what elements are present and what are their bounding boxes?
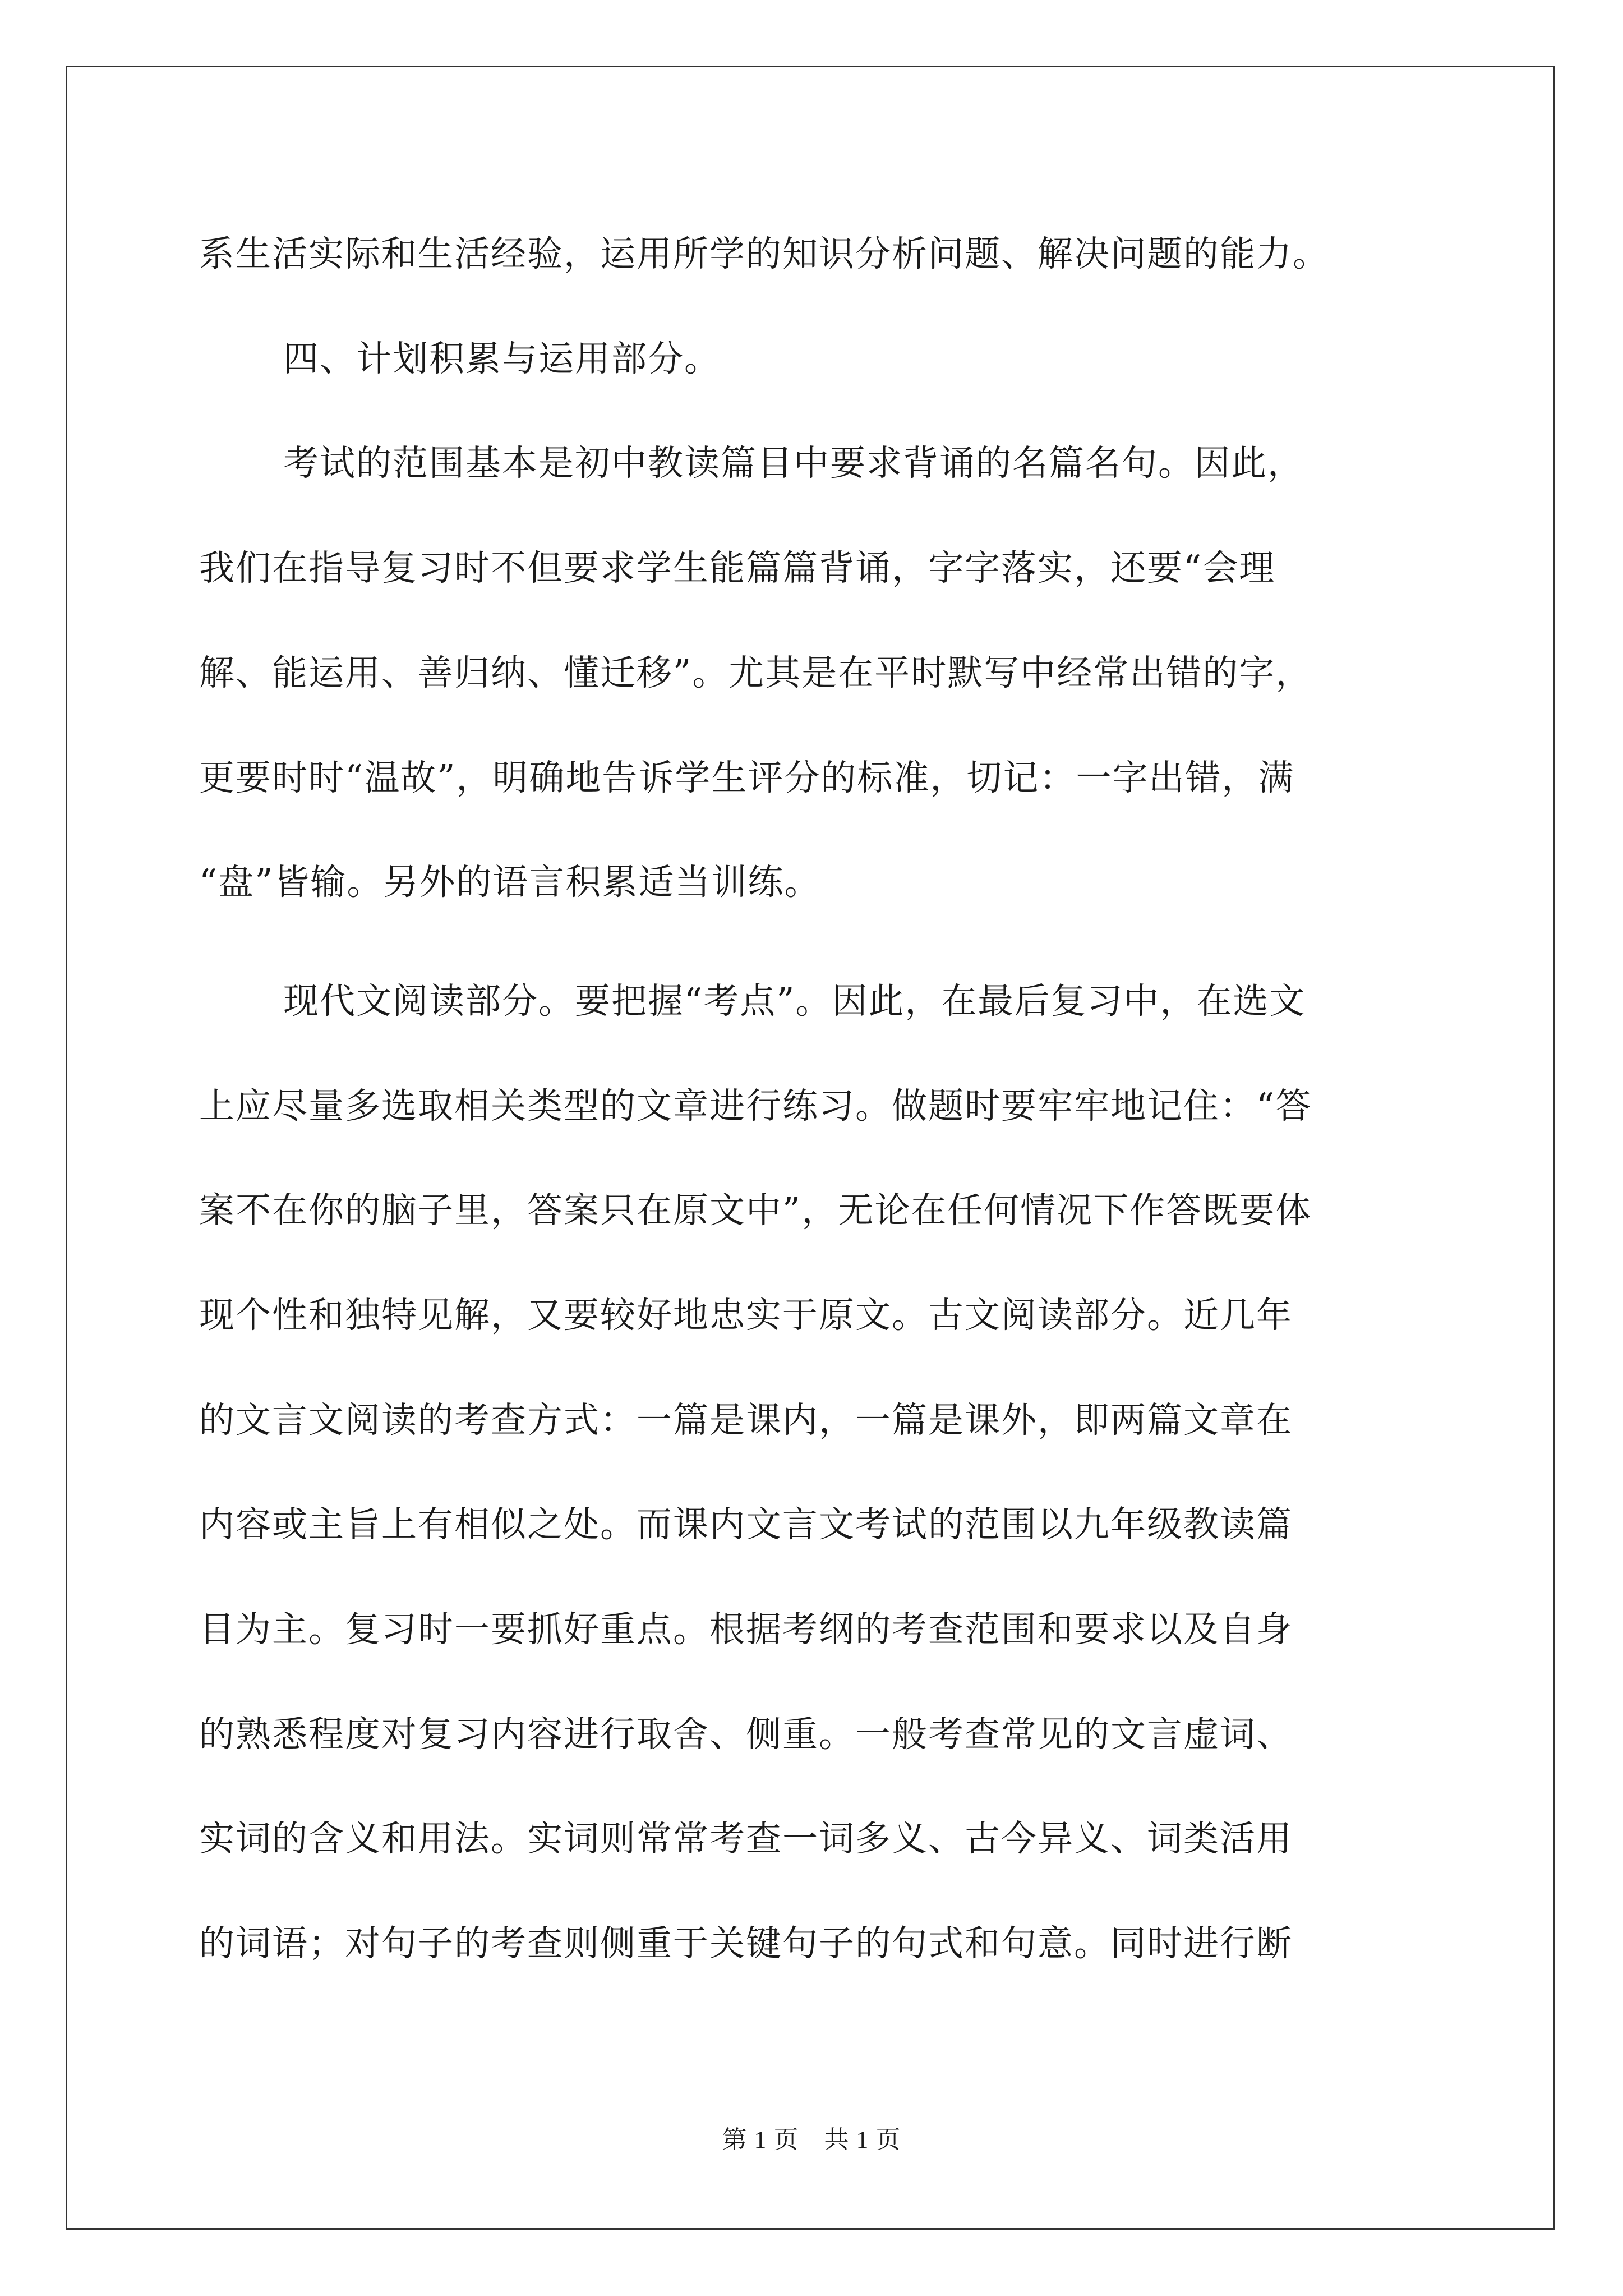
paragraph-line: 更要时时“温故”，明确地告诉学生评分的标准，切记：一字出错，满 — [199, 757, 1295, 798]
paragraph-line: 案不在你的脑子里，答案只在原文中”，无论在任何情况下作答既要体 — [199, 1190, 1312, 1231]
paragraph-line: 系生活实际和生活经验，运用所学的知识分析问题、解决问题的能力。 — [199, 233, 1329, 274]
paragraph-line: 内容或主旨上有相似之处。而课内文言文考试的范围以九年级教读篇 — [199, 1504, 1293, 1545]
paragraph-line: 解、能运用、善归纳、懂迁移”。尤其是在平时默写中经常出错的字， — [199, 652, 1312, 693]
paragraph-line: 我们在指导复习时不但要求学生能篇篇背诵，字字落实，还要“会理 — [199, 547, 1276, 588]
paragraph-line: 上应尽量多选取相关类型的文章进行练习。做题时要牢牢地记住：“答 — [199, 1085, 1312, 1126]
paragraph-line: 的文言文阅读的考查方式：一篇是课内，一篇是课外，即两篇文章在 — [199, 1400, 1293, 1441]
page-footer: 第 1 页 共 1 页 — [722, 2126, 901, 2154]
paragraph-line: 实词的含义和用法。实词则常常考查一词多义、古今异义、词类活用 — [199, 1818, 1293, 1859]
paragraph-line: 现代文阅读部分。要把握“考点”。因此，在最后复习中，在选文 — [283, 981, 1306, 1022]
paragraph-line: 现个性和独特见解，又要较好地忠实于原文。古文阅读部分。近几年 — [199, 1295, 1293, 1336]
paragraph-line: 的熟悉程度对复习内容进行取舍、侧重。一般考查常见的文言虚词、 — [199, 1714, 1293, 1755]
paragraph-line: 的词语；对句子的考查则侧重于关键句子的句式和句意。同时进行断 — [199, 1923, 1293, 1964]
paragraph-line: 目为主。复习时一要抓好重点。根据考纲的考查范围和要求以及自身 — [199, 1609, 1293, 1650]
paragraph-line: “盘”皆输。另外的语言积累适当训练。 — [199, 862, 821, 903]
page-border — [66, 66, 1555, 2230]
section-heading: 四、计划积累与运用部分。 — [283, 338, 721, 379]
paragraph-line: 考试的范围基本是初中教读篇目中要求背诵的名篇名句。因此， — [283, 443, 1304, 484]
